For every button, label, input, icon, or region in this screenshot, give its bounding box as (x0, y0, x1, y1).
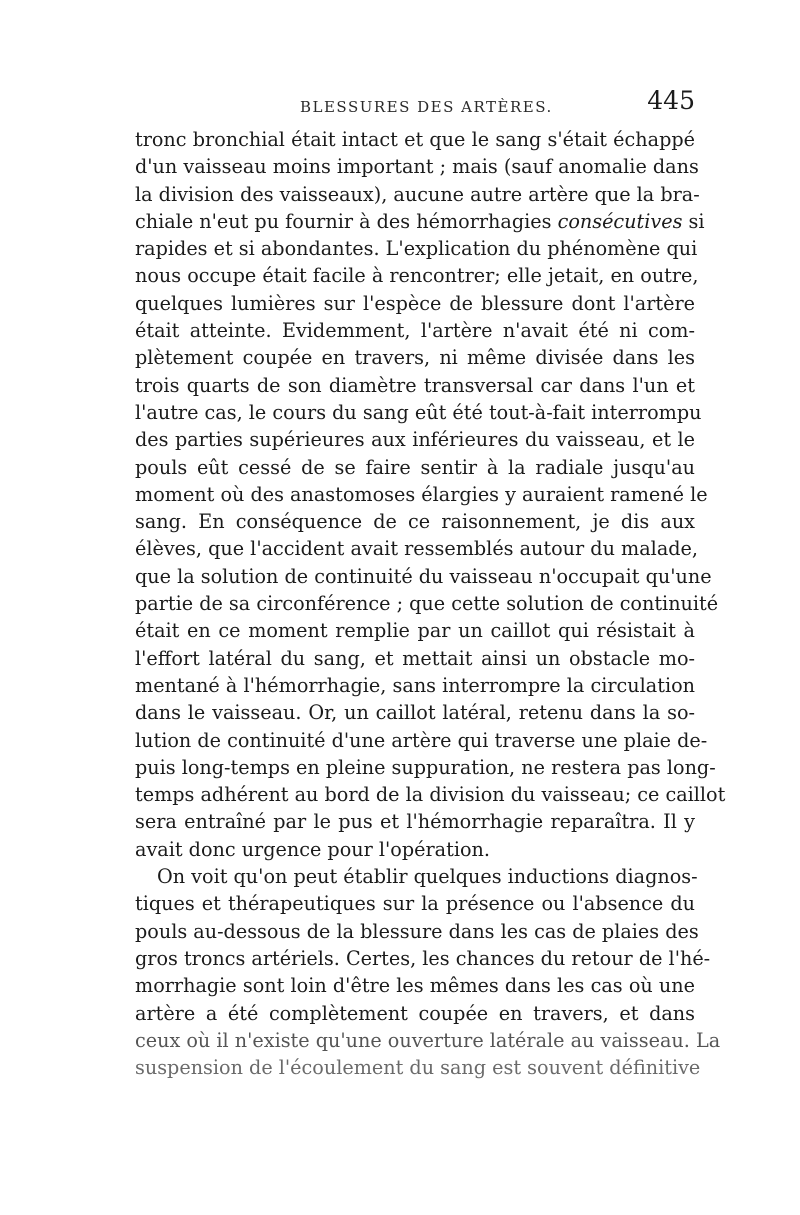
text-line: plètement coupée en travers, ni même divisée dans les (135, 346, 695, 370)
text-line: avait donc urgence pour l'opération. (135, 837, 490, 861)
text-line: élèves, que l'accident avait ressemblés autour du malade, (135, 537, 698, 561)
text-line (135, 208, 705, 235)
text-line: ceux où il n'existe qu'une ouverture latérale au vaisseau. La (135, 1028, 721, 1052)
text-line: l'effort latéral du sang, et mettait ainsi un obstacle mo- (135, 646, 695, 670)
text-line: temps adhérent au bord de la division du vaisseau; ce caillot (135, 783, 726, 807)
text-segment: chiale n'eut pu fournir à des hémorrhagies (135, 209, 552, 233)
page-header (135, 86, 695, 126)
text-line: l'autre cas, le cours du sang eût été tout-à-fait interrompu (135, 400, 702, 424)
text-line: pouls au-dessous de la blessure dans les cas de plaies des (135, 919, 699, 943)
text-line: rapides et si abondantes. L'explication du phénomène qui (135, 237, 698, 261)
text-line: était en ce moment remplie par un caillot qui résistait à (135, 619, 695, 643)
text-line: gros troncs artériels. Certes, les chances du retour de l'hé- (135, 946, 711, 970)
text-line: morrhagie sont loin d'être les mêmes dans les cas où une (135, 974, 695, 998)
text-line: tronc bronchial était intact et que le sang s'était échappé (135, 128, 695, 151)
text-line: que la solution de continuité du vaisseau n'occupait qu'une (135, 564, 712, 588)
text-line: artère a été complètement coupée en travers, et dans (135, 1001, 695, 1025)
text-line: nous occupe était facile à rencontrer; elle jetait, en outre, (135, 264, 699, 288)
text-line: d'un vaisseau moins important ; mais (sauf anomalie dans (135, 155, 699, 179)
text-line: était atteinte. Evidemment, l'artère n'avait été ni com- (135, 319, 695, 343)
text-line: sang. En conséquence de ce raisonnement, je dis aux (135, 510, 695, 534)
text-line: suspension de l'écoulement du sang est souvent définitive (135, 1056, 701, 1080)
text-line: On voit qu'on peut établir quelques inductions diagnos- (157, 865, 698, 889)
text-line: la division des vaisseaux), aucune autre artère que la bra- (135, 182, 700, 206)
text-line: puis long-temps en pleine suppuration, ne restera pas long- (135, 755, 716, 779)
text-line: sera entraîné par le pus et l'hémorrhagie reparaîtra. Il y (135, 810, 695, 834)
text-line: trois quarts de son diamètre transversal car dans l'un et (135, 373, 695, 397)
text-line: moment où des anastomoses élargies y auraient ramené le (135, 482, 708, 506)
text-line: des parties supérieures aux inférieures du vaisseau, et le (135, 428, 695, 452)
body-text (135, 126, 726, 1081)
text-segment: si (688, 209, 705, 233)
text-line: pouls eût cessé de se faire sentir à la radiale jusqu'au (135, 455, 695, 479)
text-line: dans le vaisseau. Or, un caillot latéral, retenu dans la so- (135, 701, 695, 725)
page-number: 445 (647, 86, 695, 115)
text-line: partie de sa circonférence ; que cette solution de continuité (135, 592, 719, 616)
running-title: BLESSURES DES ARTÈRES. (300, 98, 553, 116)
text-line: lution de continuité d'une artère qui traverse une plaie de- (135, 728, 708, 752)
text-line: tiques et thérapeutiques sur la présence ou l'absence du (135, 892, 695, 916)
text-line: mentané à l'hémorrhagie, sans interrompre la circulation (135, 673, 695, 697)
text-line: quelques lumières sur l'espèce de blessure dont l'artère (135, 291, 695, 315)
italic-word: consécutives (557, 209, 683, 233)
